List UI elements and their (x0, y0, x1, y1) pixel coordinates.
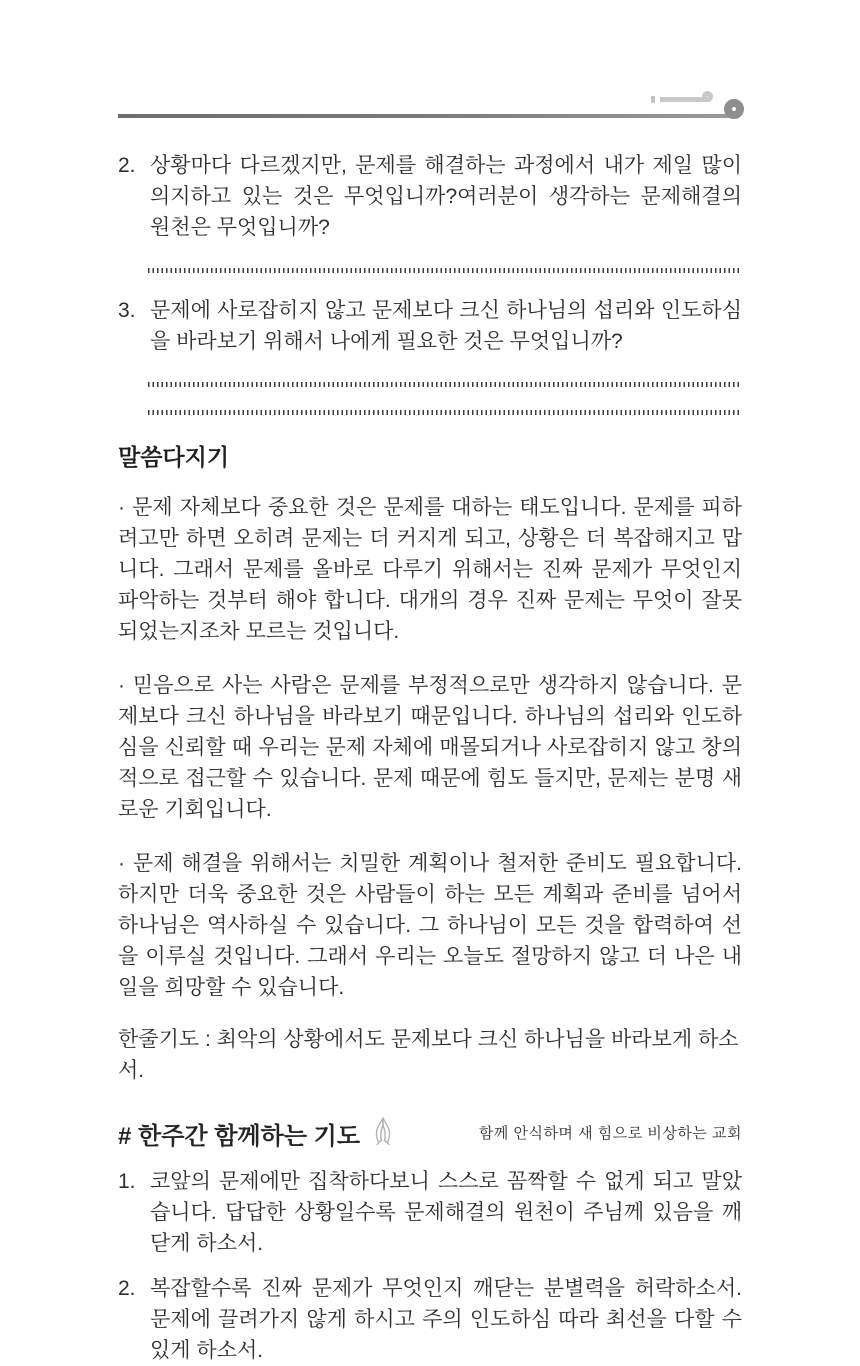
page-content (118, 150, 742, 1366)
answer-dotted-line (148, 268, 742, 273)
word-paragraph: · 문제 자체보다 중요한 것은 문제를 대하는 태도입니다. 문제를 피하려고만 하면 오히려 문제는 더 커지게 되고, 상황은 더 복잡해지고 맙니다. 그래서 문제를 올바로 다루기 위해서는 진짜 문제가 무엇인지 파악하는 것부터 해야 합니다. 대개의 경우 진짜 문제는 무엇이 잘못되었는지조차 모르는 것입니다. (118, 496, 742, 643)
question-item-3 (118, 295, 742, 357)
question-number: 2. (118, 154, 136, 177)
pen-stem-decoration (660, 97, 708, 102)
pen-tick-decoration (651, 96, 655, 103)
prayer-item-1 (118, 1166, 742, 1259)
word-paragraph: · 문제 해결을 위해서는 치밀한 계획이나 철저한 준비도 필요합니다. 하지만 더욱 중요한 것은 사람들이 하는 모든 계획과 준비를 넘어서 하나님은 역사하실 수 있습니다. 그 하나님이 모든 것을 합력하여 선을 이루실 것입니다. 그래서 우리는 오늘도 절망하지 않고 더 나은 내일을 희망할 수 있습니다. (118, 852, 742, 999)
question-text: 문제에 사로잡히지 않고 문제보다 크신 하나님의 섭리와 인도하심을 바라보기 위해서 나에게 필요한 것은 무엇입니까? (150, 299, 742, 353)
answer-dotted-line (148, 410, 742, 415)
prayer-number: 1. (118, 1170, 136, 1193)
question-text: 상황마다 다르겠지만, 문제를 해결하는 과정에서 내가 제일 많이 의지하고 있는 것은 무엇입니까?여러분이 생각하는 문제해결의 원천은 무엇입니까? (150, 154, 742, 239)
prayer-text: 코앞의 문제에만 집착하다보니 스스로 꼼짝할 수 없게 되고 말았습니다. 답답한 상황일수록 문제해결의 원천이 주님께 있음을 깨닫게 하소서. (150, 1170, 742, 1255)
prayer-item-2 (118, 1273, 742, 1366)
large-ring-icon (724, 99, 744, 119)
prayer-number: 2. (118, 1277, 136, 1300)
small-ring-icon (702, 91, 713, 102)
weekly-prayer-title: # 한주간 함께하는 기도 (118, 1123, 361, 1150)
header-rule-ornament (0, 0, 860, 150)
answer-dotted-line (148, 382, 742, 387)
prayer-text: 복잡할수록 진짜 문제가 무엇인지 깨닫는 분별력을 허락하소서. 문제에 끌려가지 않게 하시고 주의 인도하심 따라 최선을 다할 수있게 하소서. (150, 1277, 742, 1362)
section-title-word-study: 말씀다지기 (118, 444, 230, 470)
praying-hands-icon (370, 1116, 396, 1153)
one-line-prayer: 한줄기도 : 최악의 상황에서도 문제보다 크신 하나님을 바라보게 하소서. (118, 1028, 739, 1082)
footer-church-slogan: 함께 안식하며 새 힘으로 비상하는 교회 (478, 1125, 742, 1142)
question-item-2 (118, 150, 742, 243)
question-number: 3. (118, 299, 136, 322)
horizontal-rule (118, 114, 735, 118)
word-paragraph: · 믿음으로 사는 사람은 문제를 부정적으로만 생각하지 않습니다. 문제보다 크신 하나님을 바라보기 때문입니다. 하나님의 섭리와 인도하심을 신뢰할 때 우리는 문제 자체에 매몰되거나 사로잡히지 않고 창의적으로 접근할 수 있습니다. 문제 때문에 힘도 들지만, 문제는 분명 새로운 기회입니다. (118, 674, 742, 821)
